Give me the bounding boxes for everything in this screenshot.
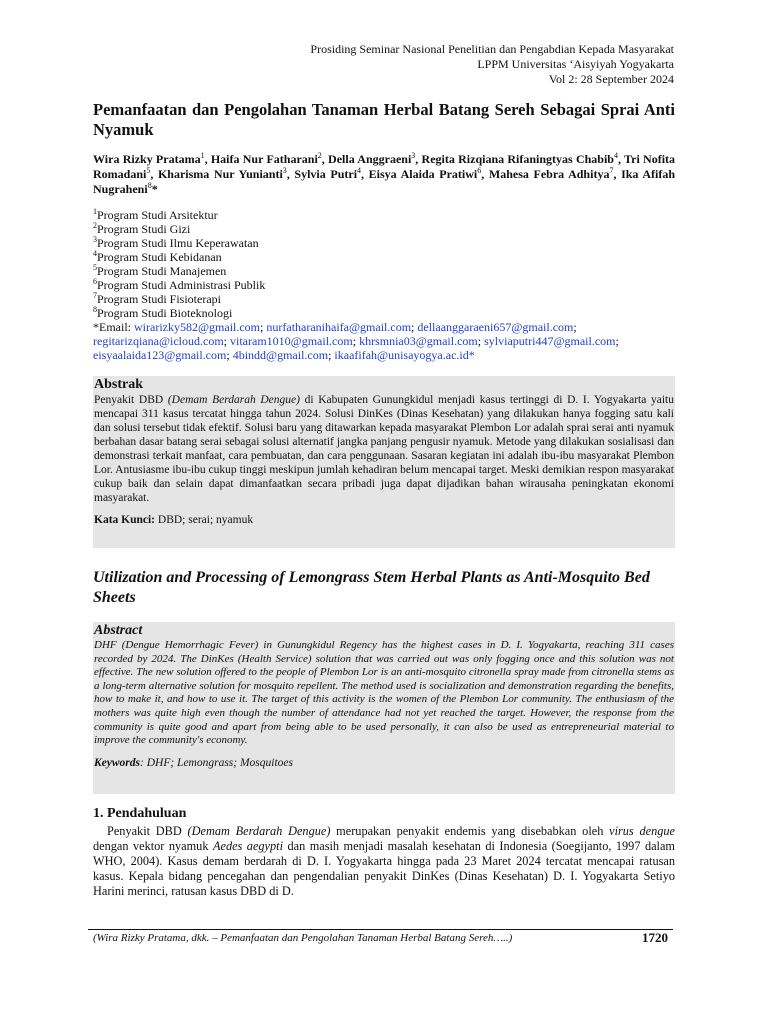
- abstrak-heading: Abstrak: [94, 377, 144, 392]
- author-affiliation-mark: 3: [282, 166, 287, 175]
- affiliation-number: 5: [93, 263, 97, 272]
- author-name: Ika Afifah Nugraheni: [93, 167, 676, 196]
- intro-text-part: dengan vektor nyamuk: [93, 839, 213, 853]
- author-name: Regita Rizqiana Rifaningtyas Chabib: [421, 152, 614, 166]
- page-number: 1720: [642, 930, 668, 945]
- affiliation-item: [93, 250, 675, 264]
- author-separator: ,: [481, 167, 489, 181]
- abstrak-text-part: di Kabupaten Gunungkidul menjadi kasus tertinggi di D. I. Yogyakarta yaitu mencapai 311 kasus tercatat hingga tahun 2024. Solusi DinKes (Dinas Kesehatan) yang dilakukan hanya fogging satu kali dan solusi tersebut tidak efektif. Solusi baru yang ditawarkan kepada masyarakat Plembon Lor adalah sprai serai anti nyamuk berbahan dasar batang serai sebagai solusi alternatif jangka panjang pengusir nyamuk. Metode yang dilakukan sosialisasi dan demonstrasi terkait manfaat, cara pembuatan, dan cara penggunaan. Sasaran kegiatan ini adalah ibu-ibu masyarakat Plembon Lor. Antusiasme ibu-ibu cukup tinggi meskipun jumlah kehadiran belum mencapai target. Meski demikian respon masyarakat cukup baik dan selain dapat dimanfaatkan secara pribadi juga dapat dijadikan bahan wirausaha peningkatan ekonomi masyarakat.: [94, 394, 674, 504]
- affiliation-number: 8: [93, 305, 97, 314]
- email-link[interactable]: eisyaalaida123@gmail.com: [93, 348, 227, 362]
- abstract-box: [93, 622, 675, 794]
- email-line: eisyaalaida123@gmail.com; 4bindd@gmail.com; ikaafifah@unisayogya.ac.id*: [93, 348, 475, 362]
- kata-kunci-text: DBD; serai; nyamuk: [155, 514, 254, 526]
- header-line-2: LPPM Universitas ‘Aisyiyah Yogyakarta: [477, 57, 674, 71]
- author-affiliation-mark: 7: [609, 166, 614, 175]
- abstrak-text: [93, 393, 675, 505]
- email-link[interactable]: 4bindd@gmail.com: [232, 348, 329, 362]
- author-separator: *: [151, 182, 158, 196]
- author-name: Wira Rizky Pratama: [93, 152, 201, 166]
- affiliation-text: Program Studi Fisioterapi: [97, 292, 221, 306]
- email-block: [93, 320, 675, 362]
- section-heading-pendahuluan: 1. Pendahuluan: [93, 806, 187, 821]
- affiliation-item: [93, 278, 675, 292]
- affiliation-number: 4: [93, 249, 97, 258]
- footer-rule: [88, 929, 673, 930]
- intro-text-part: dan masih menjadi masalah kesehatan di Indonesia (Soegijanto, 1997 dalam WHO, 2004). Kasus demam berdarah di D. I. Yogyakarta hingga pada 23 Maret 2024 tercatat mencapai ratusan kasus. Kepala bidang pencegahan dan pengendalian penyakit DinKes (Dinas Kesehatan) D. I. Yogyakarta Setiyo Harini merinci, ratusan kasus DBD di D.: [93, 839, 676, 898]
- abstrak-text-italic: (Demam Berdarah Dengue): [167, 394, 300, 406]
- author-name: Della Anggraeni: [328, 152, 412, 166]
- author-separator: ,: [361, 167, 369, 181]
- author-separator: ,: [150, 167, 158, 181]
- keywords-text: : DHF; Lemongrass; Mosquitoes: [140, 756, 294, 769]
- abstrak-text-part: Penyakit DBD: [94, 394, 168, 406]
- author-affiliation-mark: 8: [147, 181, 152, 190]
- email-link[interactable]: nurfatharanihaifa@gmail.com: [266, 320, 412, 334]
- email-link[interactable]: ikaafifah@unisayogya.ac.id*: [334, 348, 475, 362]
- author-affiliation-mark: 4: [357, 166, 362, 175]
- kata-kunci-label: Kata Kunci:: [94, 514, 156, 526]
- affiliation-text: Program Studi Gizi: [97, 222, 191, 236]
- intro-text-italic: Aedes aegypti: [212, 839, 283, 853]
- intro-text-part: merupakan penyakit endemis yang disebabkan oleh: [330, 824, 610, 838]
- affiliation-number: 7: [93, 291, 97, 300]
- abstract-text: DHF (Dengue Hemorrhagic Fever) in Gunungkidul Regency has the highest cases in D. I. Yogyakarta, reaching 311 cases recorded by 2024. The DinKes (Health Service) solution that was carried out was only fogging once and this solution was not effective. The new solution offered to the people of Plembon Lor is an anti-mosquito citronella spray made from citronella stems as a long-term alternative solution for mosquito repellent. The method used is socialization and demonstration regarding the benefits, how to make it, and how to use it. The target of this activity is the women of the Plembon Lor community. The enthusiasm of the mothers was quite high even though the number of attendance had not yet reached the target. However, the response from the community is quite good and apart from being able to be used personally, it can also be used as entrepreneurial material to improve the community's economy.: [94, 639, 674, 747]
- author-list: [93, 152, 675, 197]
- email-link[interactable]: wirarizky582@gmail.com: [134, 320, 261, 334]
- author-affiliation-mark: 1: [200, 151, 205, 160]
- author-separator: ,: [415, 152, 422, 166]
- author-separator: ,: [321, 152, 329, 166]
- paper-title: Pemanfaatan dan Pengolahan Tanaman Herbal Batang Sereh Sebagai Sprai Anti Nyamuk: [93, 100, 675, 139]
- affiliation-text: Program Studi Ilmu Keperawatan: [97, 236, 259, 250]
- affiliation-number: 6: [93, 277, 97, 286]
- intro-text-italic: (Demam Berdarah Dengue): [187, 824, 331, 838]
- proceedings-header: [310, 42, 674, 87]
- author-name: Sylvia Putri: [294, 167, 358, 181]
- affiliation-number: 3: [93, 235, 97, 244]
- kata-kunci: [93, 513, 675, 527]
- affiliation-number: 1: [93, 207, 97, 216]
- email-line: regitarizqiana@icloud.com; vitaram1010@gmail.com; khrsmnia03@gmail.com; sylviaputri447@gmail.com;: [93, 334, 619, 348]
- affiliation-item: [93, 292, 675, 306]
- intro-text-part: Penyakit DBD: [107, 824, 188, 838]
- affiliation-number: 2: [93, 221, 97, 230]
- running-footer: (Wira Rizky Pratama, dkk. – Pemanfaatan dan Pengolahan Tanaman Herbal Batang Sereh…..): [93, 932, 513, 944]
- email-link[interactable]: sylviaputri447@gmail.com: [484, 334, 616, 348]
- author-name: Haifa Nur Fatharani: [210, 152, 318, 166]
- email-line: *Email: wirarizky582@gmail.com; nurfatharanihaifa@gmail.com; dellaanggaraeni657@gmail.com;: [93, 320, 577, 334]
- author-separator: ,: [613, 167, 622, 181]
- affiliation-text: Program Studi Manajemen: [97, 264, 227, 278]
- abstract-heading: Abstract: [94, 623, 143, 638]
- email-link[interactable]: regitarizqiana@icloud.com: [93, 334, 224, 348]
- english-title: Utilization and Processing of Lemongrass Stem Herbal Plants as Anti-Mosquito Bed Sheets: [93, 569, 650, 606]
- affiliation-text: Program Studi Administrasi Publik: [97, 278, 266, 292]
- header-line-1: Prosiding Seminar Nasional Penelitian dan Pengabdian Kepada Masyarakat: [310, 42, 674, 56]
- email-link[interactable]: vitaram1010@gmail.com: [230, 334, 353, 348]
- author-separator: ,: [617, 152, 625, 166]
- affiliation-item: [93, 208, 675, 222]
- author-affiliation-mark: 5: [146, 166, 151, 175]
- affiliation-item: [93, 264, 675, 278]
- affiliations: [93, 208, 675, 362]
- author-name: Kharisma Nur Yunianti: [157, 167, 283, 181]
- header-line-3: Vol 2: 28 September 2024: [548, 72, 674, 86]
- author-affiliation-mark: 4: [613, 151, 618, 160]
- author-affiliation-mark: 2: [317, 151, 322, 160]
- pendahuluan-paragraph: [93, 824, 675, 899]
- affiliation-text: Program Studi Bioteknologi: [97, 306, 233, 320]
- email-link[interactable]: khrsmnia03@gmail.com: [359, 334, 478, 348]
- affiliation-item: [93, 222, 675, 236]
- affiliation-item: [93, 306, 675, 320]
- keywords-label: Keywords: [94, 756, 140, 769]
- author-separator: ,: [204, 152, 211, 166]
- keywords: [93, 756, 675, 770]
- author-affiliation-mark: 3: [411, 151, 416, 160]
- abstrak-box: [93, 376, 675, 548]
- affiliation-list: [93, 208, 675, 320]
- author-name: Tri Nofita Romadani: [93, 152, 676, 181]
- affiliation-text: Program Studi Arsitektur: [97, 208, 218, 222]
- affiliation-text: Program Studi Kebidanan: [97, 250, 222, 264]
- affiliation-item: [93, 236, 675, 250]
- email-label: *Email:: [93, 320, 134, 334]
- author-name: Mahesa Febra Adhitya: [488, 167, 610, 181]
- author-name: Eisya Alaida Pratiwi: [368, 167, 478, 181]
- author-affiliation-mark: 6: [477, 166, 482, 175]
- author-separator: ,: [286, 167, 295, 181]
- intro-text-italic: virus dengue: [609, 824, 675, 838]
- email-link[interactable]: dellaanggaraeni657@gmail.com: [417, 320, 574, 334]
